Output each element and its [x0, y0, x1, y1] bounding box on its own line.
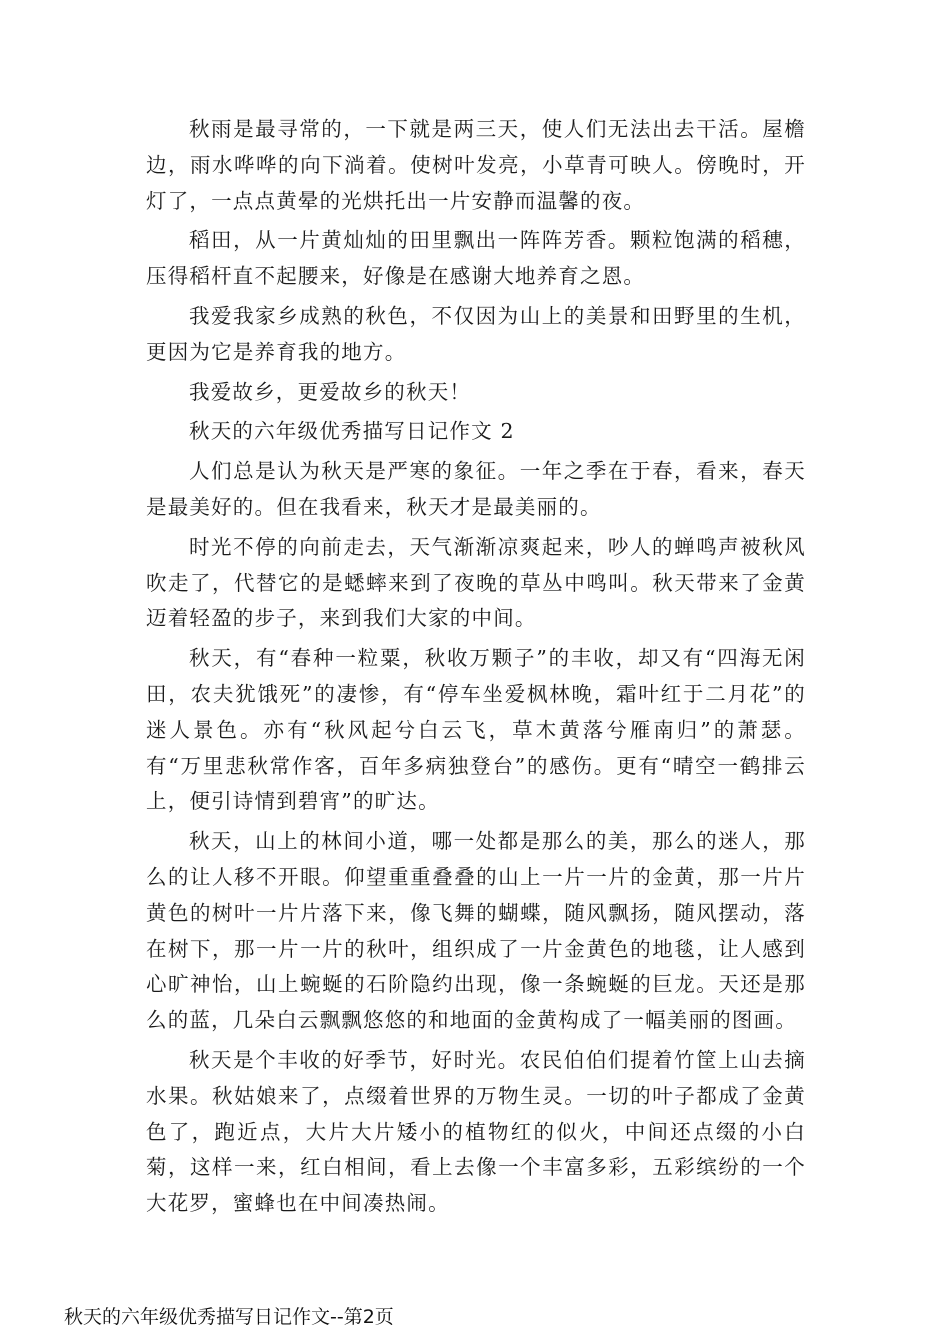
paragraph-harvest-season: 秋天是个丰收的好季节，好时光。农民伯伯们提着竹筐上山去摘水果。秋姑娘来了，点缀着世界的万物生灵。一切的叶子都成了金黄色了，跑近点，大片大片矮小的植物红的似火，中间还点缀的小白菊，这样一来，红白相间，看上去像一个丰富多彩，五彩缤纷的一个大花罗，蜜蜂也在中间凑热闹。 — [146, 1047, 806, 1216]
page-footer: 秋天的六年级优秀描写日记作文--第2页 — [64, 1306, 394, 1328]
paragraph-time-passing: 时光不停的向前走去，天气渐渐凉爽起来，吵人的蝉鸣声被秋风吹走了，代替它的是蟋蟀来到了夜晚的草丛中鸣叫。秋天带来了金黄迈着轻盈的步子，来到我们大家的中间。 — [146, 534, 806, 631]
document-body — [146, 112, 806, 1226]
paragraph-autumn-beauty: 人们总是认为秋天是严寒的象征。一年之季在于春，看来，春天是最美好的。但在我看来，秋天才是最美丽的。 — [146, 459, 806, 519]
paragraph-autumn-poems: 秋天，有“春种一粒粟，秋收万颗子”的丰收，却又有“四海无闲田，农夫犹饿死”的凄惨，有“停车坐爱枫林晚，霜叶红于二月花”的迷人景色。亦有“秋风起兮白云飞，草木黄落兮雁南归”的萧瑟。有“万里悲秋常作客，百年多病独登台”的感伤。更有“晴空一鹤排云上，便引诗情到碧宵”的旷达。 — [146, 646, 806, 814]
essay-2-title: 秋天的六年级优秀描写日记作文 2 — [189, 419, 515, 444]
paragraph-love-hometown: 我爱故乡，更爱故乡的秋天！ — [189, 379, 472, 404]
paragraph-rice-field: 稻田，从一片黄灿灿的田里飘出一阵阵芳香。颗粒饱满的稻穗，压得稻杆直不起腰来，好像是在感谢大地养育之恩。 — [146, 228, 806, 289]
paragraph-autumn-rain: 秋雨是最寻常的，一下就是两三天，使人们无法出去干活。屋檐边，雨水哗哗的向下淌着。使树叶发亮，小草青可映人。傍晚时，开灯了，一点点黄晕的光烘托出一片安静而温馨的夜。 — [146, 117, 806, 213]
paragraph-mountain-path: 秋天，山上的林间小道，哪一处都是那么的美，那么的迷人，那么的让人移不开眼。仰望重重叠叠的山上一片一片的金黄，那一片片黄色的树叶一片片落下来，像飞舞的蝴蝶，随风飘扬，随风摆动，落在树下，那一片一片的秋叶，组织成了一片金黄色的地毯，让人感到心旷神怡，山上蜿蜒的石阶隐约出现，像一条蜿蜒的巨龙。天还是那么的蓝，几朵白云飘飘悠悠的和地面的金黄构成了一幅美丽的图画。 — [146, 829, 806, 1033]
paragraph-hometown-autumn: 我爱我家乡成熟的秋色，不仅因为山上的美景和田野里的生机，更因为它是养育我的地方。 — [146, 303, 806, 364]
